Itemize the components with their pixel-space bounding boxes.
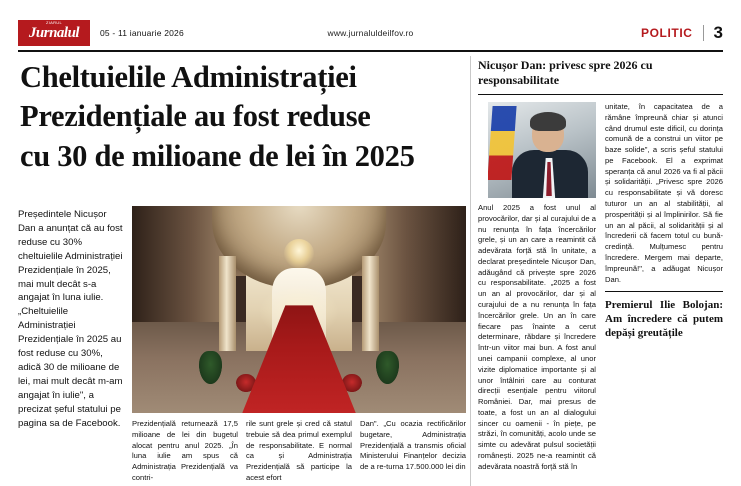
article-column-2: rile sunt grele și cred că statul trebuie să dea primul exemplul de responsabilitate. E normal ca și Administrația Prezidențială să participe la acest efort	[246, 419, 352, 482]
sidebar-article	[478, 58, 723, 486]
page-title	[18, 58, 466, 176]
headline-line-3: cu 30 de milioane de lei în 2025	[20, 138, 415, 173]
section-label: POLITIC	[640, 26, 693, 40]
logo-wordmark: Jurnalul	[28, 24, 80, 41]
photo-column-right	[362, 256, 379, 351]
logo-small-text: ZIARUL	[45, 20, 63, 25]
issue-date: 05 - 11 ianuarie 2026	[100, 28, 184, 38]
photo-plant-right	[376, 351, 399, 384]
sidebar-body	[478, 102, 723, 473]
article-column-3: Dan". „Cu ocazia rectificărilor bugetare, Administrația Prezidențială a transmis oficial Ministerului Finanțelor decizia de a re-turna 17.500.000 lei din	[360, 419, 466, 472]
sidebar-text-1: Anul 2025 a fost unul al provocărilor, dar și al curajului de a nu renunța în fața încercărilor grele, și un an care a reamintit că adevărata forță stă în unitate, a declarat președintele Nicușor Dan, adăugând că privește spre 2026 cu responsabilitate. „2025 a fost un an al provocărilor, dar și al curajului de a nu renunța în fața încercărilor grele. Un an în care fiecare pas înainte a cerut determinare, răbdare și încredere într-un viitor mai bun. A fost anul unei campanii complexe, al unor vizite diplomatice importante și al unor întâlniri care au conturat direcții esențiale pentru viitorul României. Dar, mai presus de toate, a fost un an al dialogului sincer cu oamenii - în piețe, pe străzi, în comunități, acolo unde se simte cu adevărat pulsul societății românești. 2025 ne-a reamintit că adevărata noastră forță stă în	[478, 203, 596, 471]
photo-column-left	[219, 256, 236, 351]
headline-line-1: Cheltuielile Administrației	[20, 60, 357, 94]
sidebar-text-2: unitate, în capacitatea de a rămâne împreună chiar și atunci când drumul este dificil, cu dorința comună de a construi un viitor pe baze solide", a scris șeful statului pe Facebook. El a exprimat speranța că anul 2026 va fi al păcii și solidarității. „Privesc spre 2026 cu responsabilitate și vă doresc tuturor un an al stabilității, al prosperității și al împlinirilor. Să fie un an al păcii, al solidarității și al încrederii că facem totul cu bună-credință. Mulțumesc pentru încredere. Mergem mai departe, împreună!", a adăugat Nicușor Dan.	[605, 102, 723, 284]
sidebar-column-1	[478, 102, 596, 473]
headline-line-2: Prezidențiale au fost reduse	[20, 99, 371, 134]
article-column-1: Prezidențială returnează 17,5 milioane de lei din bugetul alocat pentru anul 2025. „În luna iulie am spus că Administrația Prezidențială va contri-	[132, 419, 238, 482]
main-article	[18, 58, 466, 486]
website-url[interactable]: www.jurnaluldeilfov.ro	[327, 28, 414, 38]
publication-logo[interactable]	[18, 20, 90, 46]
article-text-columns	[132, 419, 466, 484]
masthead-rule	[18, 50, 723, 52]
portrait-hair	[530, 112, 566, 131]
column-divider	[470, 56, 471, 486]
page-number: 3	[713, 23, 723, 42]
sidebar-headline: Nicușor Dan: privesc spre 2026 cu responsabilitate	[478, 58, 653, 87]
masthead-right-group	[641, 23, 723, 43]
nicusor-dan-portrait	[488, 102, 596, 198]
photo-plant-left	[199, 351, 222, 384]
sidebar-rule	[478, 94, 723, 95]
photo-chandelier	[284, 239, 314, 268]
sidebar-sub-headline: Premierul Ilie Bolojan: Am încredere că putem depăși greutățile	[605, 299, 723, 339]
sidebar-column-2	[605, 102, 723, 473]
article-lede: Președintele Nicușor Dan a anunțat că au fost reduse cu 30% cheltuielile Administrației Prezidențiale în 2025, mai mult decât s-a angajat în luna iulie. „Cheltuielile Administrației Prezidențiale în 2025 au fost reduse cu 30%, adică 30 de milioane de lei, mai mult decât m-am angajat în iulie", a precizat șeful statului pe pagina sa de Facebook.	[18, 209, 123, 429]
palace-hall-photo	[132, 206, 466, 413]
masthead	[18, 16, 723, 50]
article-figure	[132, 206, 466, 486]
sidebar-rule-2	[605, 291, 723, 292]
divider	[703, 25, 704, 41]
main-article-body	[18, 206, 466, 486]
